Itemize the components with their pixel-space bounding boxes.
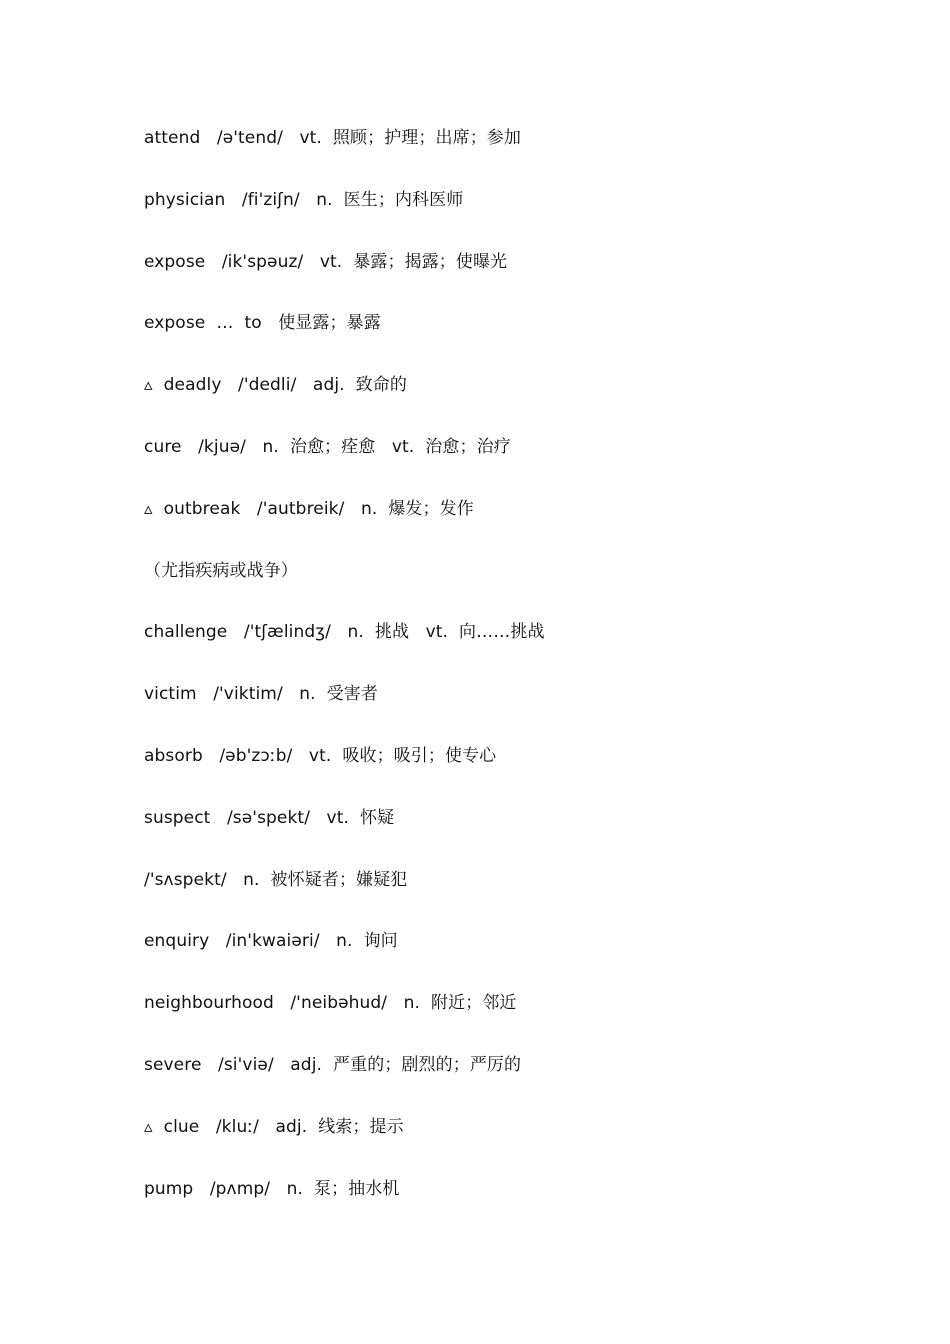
vocab-line-victim: victim /'viktim/ n. 受害者 <box>144 684 378 705</box>
vocab-line-attend: attend /ə'tend/ vt. 照顾；护理；出席；参加 <box>144 128 522 148</box>
vocab-line-outbreak: ▵ outbreak /'autbreik/ n. 爆发；发作 <box>144 498 474 519</box>
vocab-line-absorb: absorb /əb'zɔːb/ vt. 吸收；吸引；使专心 <box>144 745 497 766</box>
vocab-line-cure: cure /kjuə/ n. 治愈；痊愈 vt. 治愈；治疗 <box>144 436 511 457</box>
vocab-line-deadly: ▵ deadly /'dedli/ adj. 致命的 <box>144 375 407 396</box>
vocab-line-suspect-noun: /'sʌspekt/ n. 被怀疑者；嫌疑犯 <box>144 869 408 890</box>
vocab-line-neighbourhood: neighbourhood /'neibəhud/ n. 附近；邻近 <box>144 993 517 1014</box>
vocab-line-physician: physician /fi'ziʃn/ n. 医生；内科医师 <box>144 189 464 210</box>
vocab-line-clue: ▵ clue /kluː/ adj. 线索；提示 <box>144 1116 404 1137</box>
vocab-line-outbreak-note: （尤指疾病或战争） <box>144 560 298 581</box>
vocab-line-severe: severe /si'viə/ adj. 严重的；剧烈的；严厉的 <box>144 1054 522 1075</box>
vocab-line-expose: expose /ik'spəuz/ vt. 暴露；揭露；使曝光 <box>144 251 508 272</box>
vocab-line-challenge: challenge /'tʃælindʒ/ n. 挑战 vt. 向……挑战 <box>144 622 545 643</box>
vocabulary-list <box>144 124 545 1236</box>
vocab-line-suspect-verb: suspect /sə'spekt/ vt. 怀疑 <box>144 807 395 828</box>
vocab-line-enquiry: enquiry /in'kwaiəri/ n. 询问 <box>144 931 398 952</box>
vocab-line-expose-to: expose … to 使显露；暴露 <box>144 313 381 334</box>
vocab-line-pump: pump /pʌmp/ n. 泵；抽水机 <box>144 1178 400 1199</box>
